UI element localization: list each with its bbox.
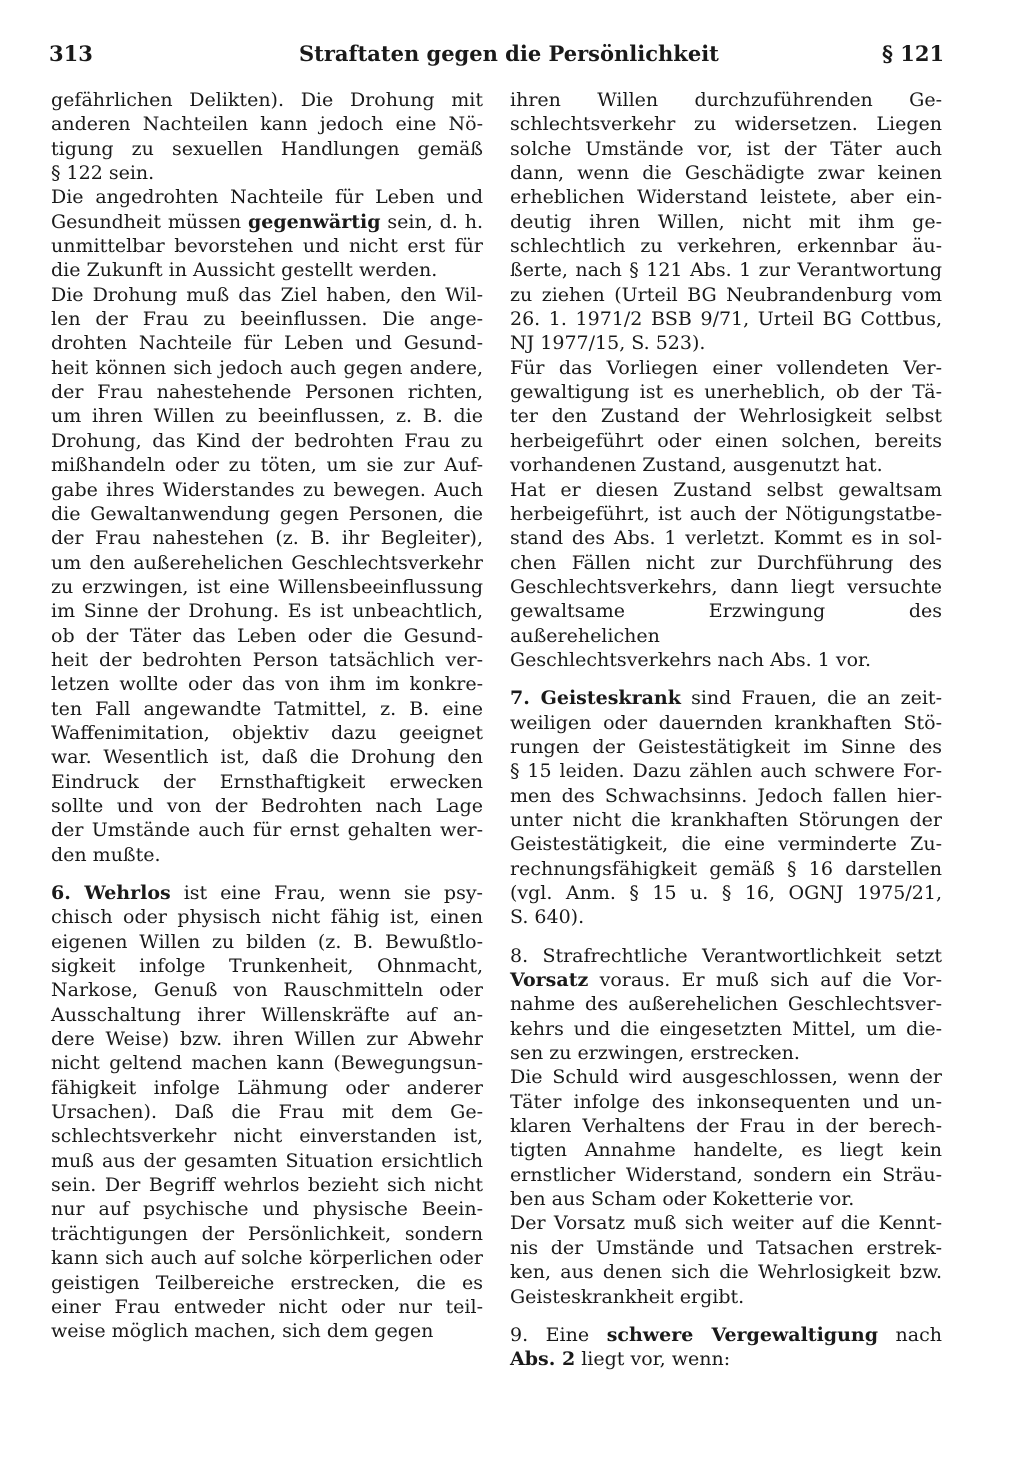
text-run: herbeigeführt, ist auch der Nötigungstatbe- [510, 502, 942, 525]
text-run: rechnungsfähigkeit gemäß § 16 darstellen [510, 857, 942, 880]
paragraph [510, 944, 942, 1066]
text-line [510, 992, 942, 1016]
text-line [510, 1114, 942, 1138]
text-run: rungen der Geistestätigkeit im Sinne des [510, 735, 942, 758]
text-run: ihren Willen durchzuführenden Ge- [510, 89, 942, 111]
text-run: geistigen Teilbereiche erstrecken, die es [51, 1271, 483, 1294]
paragraph [51, 88, 483, 185]
text-line [510, 905, 942, 929]
text-line [510, 759, 942, 783]
text-run: Geistestätigkeit, die eine verminderte Zu- [510, 833, 942, 856]
text-run: deutig ihren Willen, nicht mit ihm ge- [510, 210, 942, 233]
text-run: dere Weise) bzw. ihren Willen zur Abwehr [51, 1028, 483, 1051]
text-run: Der Vorsatz muß sich weiter auf die Kennt- [510, 1212, 942, 1235]
text-line [510, 1041, 942, 1065]
text-line [51, 88, 483, 112]
text-line [51, 1246, 483, 1270]
paragraph [51, 185, 483, 282]
text-run: 8. Strafrechtliche Verantwortlichkeit setzt [510, 944, 942, 967]
paragraph [51, 881, 483, 1344]
text-run: 26. 1. 1971/2 BSB 9/71, Urteil BG Cottbus, [510, 308, 942, 331]
text-run: ist eine Frau, wenn sie psy- [170, 882, 483, 904]
text-run: (vgl. Anm. § 15 u. § 16, OGNJ 1975/21, [510, 882, 942, 904]
text-run: solche Umstände vor, ist der Täter auch [510, 137, 942, 160]
text-line [51, 672, 483, 696]
text-run: Drohung, das Kind der bedrohten Frau zu [51, 429, 483, 452]
text-run: zu ziehen (Urteil BG Neubrandenburg vom [510, 283, 942, 306]
text-line [510, 599, 942, 648]
text-line [510, 968, 942, 992]
text-run: Geschlechtsverkehrs nach Abs. 1 vor. [510, 648, 872, 671]
text-line [51, 258, 483, 282]
text-line [510, 575, 942, 599]
text-line [51, 1295, 483, 1319]
text-line [510, 711, 942, 735]
text-line [51, 429, 483, 453]
text-run: zu erzwingen, ist eine Willensbeeinflussung [51, 575, 483, 598]
text-line [510, 944, 942, 968]
bold-term: 6. Wehrlos [51, 882, 171, 904]
text-line [510, 137, 942, 161]
text-run: kehrs und die eingesetzten Mittel, um die- [510, 1017, 942, 1040]
text-run: heit können sich jedoch auch gegen andere, [51, 356, 483, 379]
text-line [510, 404, 942, 428]
text-line [51, 161, 483, 185]
paragraph [510, 1211, 942, 1308]
text-run: vorhandenen Zustand, ausgenutzt hat. [510, 454, 883, 477]
text-line [510, 1285, 942, 1309]
paragraph [510, 686, 942, 929]
text-line [510, 1065, 942, 1089]
text-line [510, 356, 942, 380]
text-line [510, 478, 942, 502]
text-run: der Frau nahestehen (z. B. ihr Begleiter), [51, 527, 483, 550]
text-line [51, 137, 483, 161]
text-line [51, 1003, 483, 1027]
text-run: drohten Nachteile für Leben und Gesund- [51, 332, 483, 355]
paragraph [510, 356, 942, 478]
text-line [51, 624, 483, 648]
text-line [510, 429, 942, 453]
text-run: gewaltsame Erzwingung des außerehelichen [510, 600, 942, 647]
text-run: Die Drohung muß das Ziel haben, den Wil- [51, 283, 483, 306]
text-run: tigung zu sexuellen Handlungen gemäß [51, 137, 483, 160]
bold-term: 7. Geisteskrank [510, 687, 681, 710]
text-run: heit der bedrohten Person tatsächlich ver- [51, 648, 483, 671]
text-run: sind Frauen, die an zeit- [680, 687, 942, 710]
text-run: weise möglich machen, sich dem gegen [51, 1320, 434, 1343]
text-line [510, 648, 942, 672]
text-line [51, 526, 483, 550]
text-run: die Gewaltanwendung gegen Personen, die [51, 502, 483, 525]
text-run: Für das Vorliegen einer vollendeten Ver- [510, 356, 942, 379]
text-run: Ursachen). Daß die Frau mit dem Ge- [51, 1101, 483, 1124]
text-run: schlechtsverkehr nicht einverstanden ist, [51, 1125, 483, 1148]
bold-term: schwere Vergewaltigung [606, 1323, 878, 1346]
text-run: schlechtsverkehr zu widersetzen. Liegen [510, 113, 942, 136]
text-line [51, 1100, 483, 1124]
text-line [51, 1319, 483, 1343]
text-run: Geisteskrankheit ergibt. [510, 1285, 745, 1308]
bold-term: Abs. 2 [510, 1348, 576, 1371]
text-run: ten Fall angewandte Tatmittel, z. B. eine [51, 697, 483, 720]
text-line [510, 161, 942, 185]
text-line [510, 185, 942, 209]
text-line [510, 1260, 942, 1284]
text-run: im Sinne der Drohung. Es ist unbeachtlich, [51, 600, 483, 623]
text-line [51, 1173, 483, 1197]
text-line [510, 1323, 942, 1347]
paragraph [510, 1065, 942, 1211]
text-run: sollte und von der Bedrohten nach Lage [51, 794, 483, 817]
text-run: Hat er diesen Zustand selbst gewaltsam [510, 478, 942, 501]
text-run: § 122 sein. [51, 162, 155, 185]
text-line [51, 954, 483, 978]
text-line [51, 905, 483, 929]
text-line [51, 745, 483, 769]
text-run: war. Wesentlich ist, daß die Drohung den [51, 746, 483, 769]
paragraph [51, 283, 483, 867]
text-run: Waffenimitation, objektiv dazu geeignet [51, 721, 483, 744]
text-line [510, 551, 942, 575]
text-line [51, 978, 483, 1002]
text-line [51, 210, 483, 234]
text-run: sein. Der Begriff wehrlos bezieht sich nicht [51, 1174, 483, 1197]
text-run: ßerte, nach § 121 Abs. 1 zur Verantwortung [510, 259, 942, 282]
text-run: tigten Annahme handelte, es liegt kein [510, 1139, 942, 1162]
text-run: gewaltigung ist es unerheblich, ob der Tä- [510, 381, 942, 404]
text-line [51, 1149, 483, 1173]
text-run: voraus. Er muß sich auf die Vor- [588, 969, 942, 992]
text-line [51, 331, 483, 355]
text-run: chen Fällen nicht zur Durchführung des [510, 551, 942, 574]
text-line [510, 331, 942, 355]
text-run: herbeigeführt oder einen solchen, bereits [510, 429, 942, 452]
text-line [51, 1076, 483, 1100]
bold-term: Vorsatz [510, 969, 589, 992]
text-run: Eindruck der Ernsthaftigkeit erwecken [51, 770, 483, 793]
text-line [510, 784, 942, 808]
text-line [510, 1138, 942, 1162]
text-line [510, 502, 942, 526]
text-line [51, 1124, 483, 1148]
text-run: weiligen oder dauernden krankhaften Stö- [510, 711, 942, 734]
text-run: Die Schuld wird ausgeschlossen, wenn der [510, 1066, 942, 1089]
text-run: Gesundheit müssen [51, 210, 248, 233]
text-line [51, 551, 483, 575]
text-run: gabe ihres Widerstandes zu bewegen. Auch [51, 478, 483, 501]
text-line [51, 283, 483, 307]
text-run: fähigkeit infolge Lähmung oder anderer [51, 1076, 483, 1099]
text-line [510, 88, 942, 112]
text-run: 9. Eine [510, 1323, 607, 1346]
text-line [51, 648, 483, 672]
text-line [51, 930, 483, 954]
paragraph [510, 1323, 942, 1372]
text-line [510, 1163, 942, 1187]
text-line [510, 1347, 942, 1371]
text-run: stand des Abs. 1 verletzt. Kommt es in sol- [510, 527, 942, 550]
text-run: Täter infolge des inkonsequenten und un- [510, 1090, 942, 1113]
text-run: NJ 1977/15, S. 523). [510, 332, 706, 355]
text-run: klaren Verhaltens der Frau in der berech- [510, 1115, 942, 1138]
text-line [51, 112, 483, 136]
text-line [51, 404, 483, 428]
text-line [51, 770, 483, 794]
right-text-column [510, 88, 942, 1372]
text-line [510, 234, 942, 258]
text-run: liegt vor, wenn: [575, 1348, 731, 1371]
running-header [0, 0, 1024, 80]
text-run: ken, aus denen sich die Wehrlosigkeit bzw. [510, 1261, 942, 1284]
text-line [510, 808, 942, 832]
text-run: erheblichen Widerstand leistete, aber ein- [510, 186, 942, 209]
text-run: len der Frau zu beeinflussen. Die ange- [51, 308, 483, 331]
text-line [51, 794, 483, 818]
text-line [51, 502, 483, 526]
text-run: gefährlichen Delikten). Die Drohung mit [51, 89, 483, 111]
text-line [510, 857, 942, 881]
text-line [510, 258, 942, 282]
text-line [51, 721, 483, 745]
text-run: Geschlechtsverkehrs, dann liegt versuchte [510, 575, 942, 598]
text-run: unter nicht die krankhaften Störungen der [510, 808, 942, 831]
text-line [51, 1271, 483, 1295]
text-line [51, 818, 483, 842]
text-run: anderen Nachteilen kann jedoch eine Nö- [51, 113, 483, 136]
text-line [51, 453, 483, 477]
text-line [51, 697, 483, 721]
text-line [51, 185, 483, 209]
text-run: Ausschaltung ihrer Willenskräfte auf an- [51, 1003, 483, 1026]
text-run: um ihren Willen zu beeinflussen, z. B. die [51, 405, 483, 428]
text-run: einer Frau entweder nicht oder nur teil- [51, 1295, 483, 1318]
text-run: die Zukunft in Aussicht gestellt werden. [51, 259, 438, 282]
text-run: ob der Täter das Leben oder die Gesund- [51, 624, 483, 647]
text-run: sein, d. h. [380, 210, 483, 233]
text-line [510, 307, 942, 331]
text-line [51, 478, 483, 502]
text-run: ernstlicher Widerstand, sondern ein Sträu- [510, 1163, 942, 1186]
text-run: Die angedrohten Nachteile für Leben und [51, 186, 483, 209]
text-line [510, 881, 942, 905]
text-line [51, 881, 483, 905]
text-line [510, 1090, 942, 1114]
text-run: nach [878, 1323, 943, 1346]
text-run: dann, wenn die Geschädigte zwar keinen [510, 162, 942, 185]
text-run: kann sich auch auf solche körperlichen oder [51, 1247, 483, 1270]
text-line [51, 356, 483, 380]
text-line [51, 1197, 483, 1221]
chapter-title: Straftaten gegen die Persönlichkeit [299, 41, 719, 66]
text-line [510, 526, 942, 550]
text-line [510, 686, 942, 710]
text-run: chisch oder physisch nicht fähig ist, einen [51, 906, 483, 929]
text-line [51, 575, 483, 599]
left-text-column [51, 88, 483, 1344]
text-line [510, 1236, 942, 1260]
text-run: § 15 leiden. Dazu zählen auch schwere For- [510, 760, 942, 783]
text-line [51, 307, 483, 331]
text-run: letzen wollte oder das von ihm im konkre- [51, 673, 483, 696]
text-run: eigenen Willen zu bilden (z. B. Bewußtlo- [51, 930, 483, 953]
text-line [51, 843, 483, 867]
text-run: schlechtlich zu verkehren, erkennbar äu- [510, 235, 942, 258]
text-line [51, 234, 483, 258]
text-run: trächtigungen der Persönlichkeit, sondern [51, 1222, 483, 1245]
text-line [51, 1027, 483, 1051]
text-run: der Frau nahestehende Personen richten, [51, 381, 483, 404]
text-line [510, 735, 942, 759]
text-line [510, 1017, 942, 1041]
text-run: den mußte. [51, 843, 161, 866]
text-line [510, 453, 942, 477]
text-run: nahme des außerehelichen Geschlechtsver- [510, 993, 942, 1016]
text-run: um den außerehelichen Geschlechtsverkehr [51, 551, 483, 574]
text-line [510, 283, 942, 307]
text-run: sen zu erzwingen, erstrecken. [510, 1042, 800, 1065]
text-line [510, 112, 942, 136]
paragraph [510, 478, 942, 673]
paragraph [510, 88, 942, 356]
text-run: nis der Umstände und Tatsachen erstrek- [510, 1236, 942, 1259]
text-run: nicht geltend machen kann (Bewegungsun- [51, 1052, 483, 1075]
text-run: der Umstände auch für ernst gehalten wer- [51, 819, 483, 842]
text-line [51, 599, 483, 623]
text-line [510, 380, 942, 404]
text-run: unmittelbar bevorstehen und nicht erst für [51, 235, 483, 258]
text-run: ter den Zustand der Wehrlosigkeit selbst [510, 405, 942, 428]
text-line [510, 832, 942, 856]
section-marker: § 121 [882, 41, 945, 66]
text-line [510, 1187, 942, 1211]
text-run: men des Schwachsinns. Jedoch fallen hier- [510, 784, 942, 807]
text-run: sigkeit infolge Trunkenheit, Ohnmacht, [51, 955, 483, 978]
text-line [51, 380, 483, 404]
text-line [510, 1211, 942, 1235]
text-line [510, 210, 942, 234]
text-run: Narkose, Genuß von Rauschmitteln oder [51, 979, 483, 1002]
text-run: ben aus Scham oder Koketterie vor. [510, 1188, 855, 1211]
text-run: muß aus der gesamten Situation ersichtlich [51, 1149, 483, 1172]
text-run: nur auf psychische und physische Beein- [51, 1198, 483, 1221]
bold-term: gegenwärtig [248, 210, 381, 233]
text-line [51, 1051, 483, 1075]
page-number: 313 [49, 41, 93, 66]
text-line [51, 1222, 483, 1246]
text-run: S. 640). [510, 906, 585, 929]
text-run: mißhandeln oder zu töten, um sie zur Auf- [51, 454, 483, 477]
